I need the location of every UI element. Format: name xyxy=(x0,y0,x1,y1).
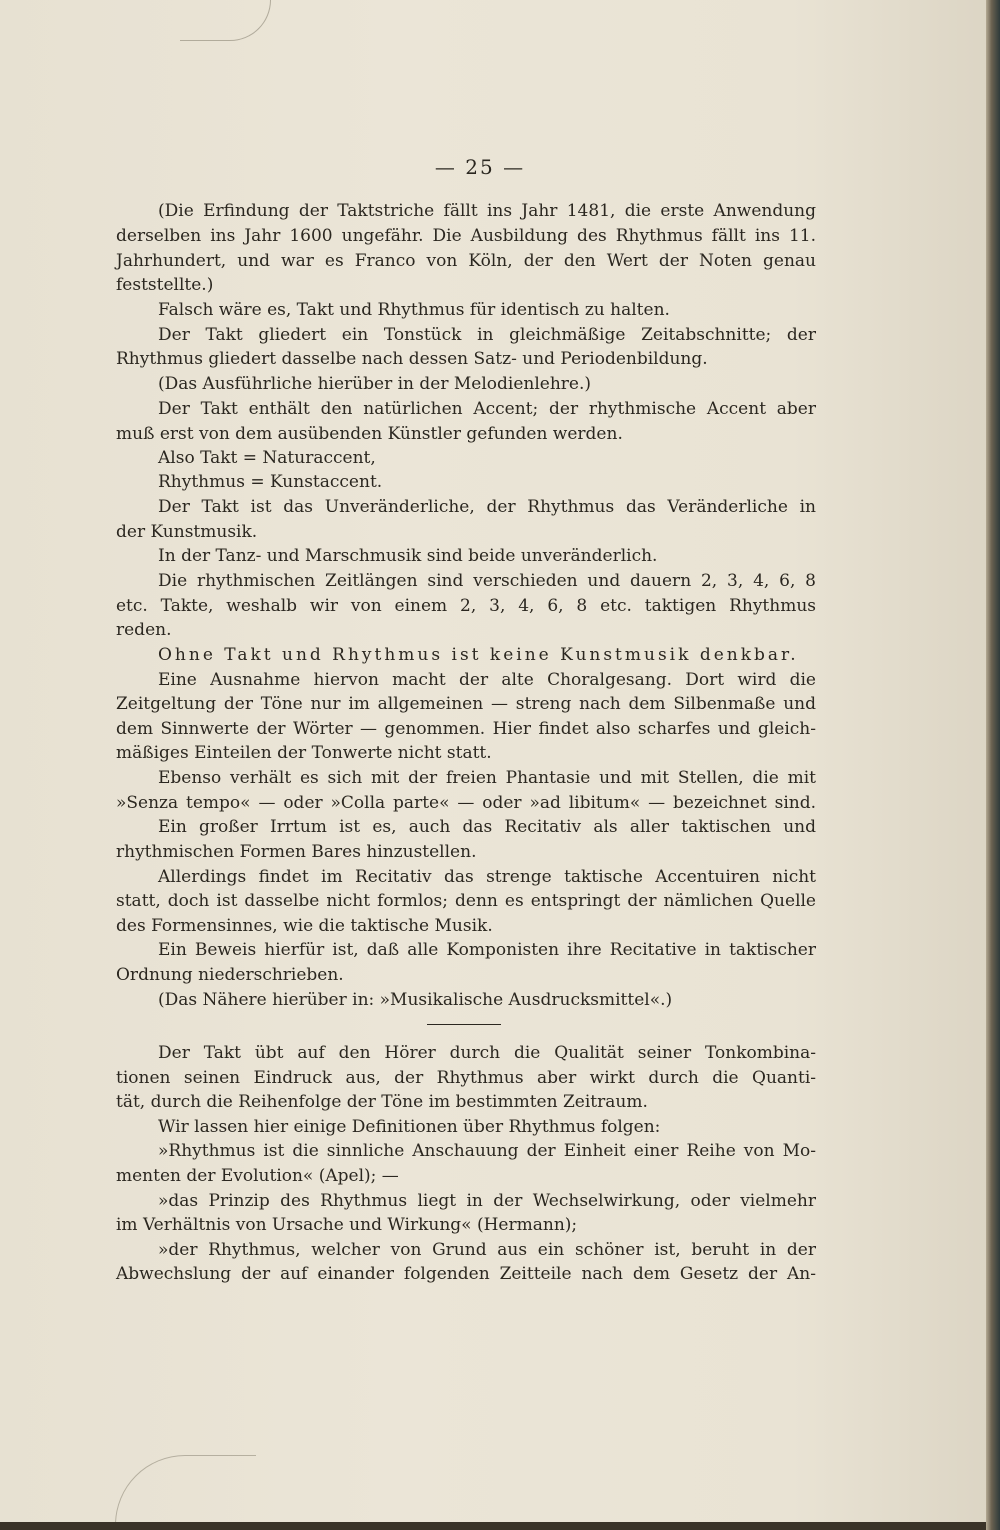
text-line: Ebenso verhält es sich mit der freien Phantasie und mit Stellen, die mit xyxy=(158,768,816,788)
text-line: Ohne Takt und Rhythmus ist keine Kunstmusik denkbar. xyxy=(158,645,799,665)
text-line: derselben ins Jahr 1600 ungefähr. Die Ausbildung des Rhythmus fällt ins 11. xyxy=(116,226,816,246)
text-line: rhythmischen Formen Bares hinzustellen. xyxy=(116,842,477,862)
text-line: (Die Erfindung der Taktstriche fällt ins Jahr 1481, die erste Anwendung xyxy=(158,201,816,221)
text-line: des Formensinnes, wie die taktische Musik. xyxy=(116,916,493,936)
text-line: feststellte.) xyxy=(116,275,214,295)
book-edge xyxy=(986,0,1000,1530)
text-line: tionen seinen Eindruck aus, der Rhythmus aber wirkt durch die Quanti- xyxy=(116,1068,816,1088)
text-line: (Das Ausführliche hierüber in der Melodienlehre.) xyxy=(158,374,591,394)
text-line: »der Rhythmus, welcher von Grund aus ein schöner ist, beruht in der xyxy=(158,1240,816,1260)
text-line: Allerdings findet im Recitativ das strenge taktische Accentuiren nicht xyxy=(158,867,816,887)
text-line: mäßiges Einteilen der Tonwerte nicht statt. xyxy=(116,743,492,763)
text-line: im Verhältnis von Ursache und Wirkung« (Hermann); xyxy=(116,1215,578,1235)
text-line: (Das Nähere hierüber in: »Musikalische Ausdrucksmittel«.) xyxy=(158,990,673,1010)
section-divider xyxy=(427,1024,501,1025)
text-line: Wir lassen hier einige Definitionen über Rhythmus folgen: xyxy=(158,1117,661,1137)
text-line: In der Tanz- und Marschmusik sind beide unveränderlich. xyxy=(158,546,658,566)
text-line: »Rhythmus ist die sinnliche Anschauung der Einheit einer Reihe von Mo- xyxy=(158,1141,816,1161)
text-line: tät, durch die Reihenfolge der Töne im bestimmten Zeitraum. xyxy=(116,1092,648,1112)
text-line: Eine Ausnahme hiervon macht der alte Choralgesang. Dort wird die xyxy=(158,670,816,690)
text-line: »Senza tempo« — oder »Colla parte« — oder »ad libitum« — bezeichnet sind. xyxy=(116,793,816,813)
text-line: Der Takt gliedert ein Tonstück in gleichmäßige Zeitabschnitte; der xyxy=(158,325,816,345)
text-line: reden. xyxy=(116,620,172,640)
text-line: Der Takt übt auf den Hörer durch die Qualität seiner Tonkombina- xyxy=(158,1043,816,1063)
text-line: muß erst von dem ausübenden Künstler gefunden werden. xyxy=(116,424,623,444)
text-line: Falsch wäre es, Takt und Rhythmus für identisch zu halten. xyxy=(158,300,670,320)
text-line: Ein großer Irrtum ist es, auch das Recitativ als aller taktischen und xyxy=(158,817,816,837)
text-line: Rhythmus = Kunstaccent. xyxy=(158,472,383,492)
text-line: der Kunstmusik. xyxy=(116,522,258,542)
text-line: statt, doch ist dasselbe nicht formlos; denn es entspringt der nämlichen Quelle xyxy=(116,891,816,911)
text-line: Zeitgeltung der Töne nur im allgemeinen — streng nach dem Silbenmaße und xyxy=(116,694,816,714)
text-line: Der Takt ist das Unveränderliche, der Rhythmus das Veränderliche in xyxy=(158,497,816,517)
text-line: Der Takt enthält den natürlichen Accent; der rhythmische Accent aber xyxy=(158,399,816,419)
text-line: Ordnung niederschrieben. xyxy=(116,965,344,985)
text-line: Jahrhundert, und war es Franco von Köln, der den Wert der Noten genau xyxy=(116,251,816,271)
text-line: Rhythmus gliedert dasselbe nach dessen Satz- und Periodenbildung. xyxy=(116,349,708,369)
page-crease-top xyxy=(180,0,271,41)
text-line: Die rhythmischen Zeitlängen sind verschieden und dauern 2, 3, 4, 6, 8 xyxy=(158,571,816,591)
text-line: etc. Takte, weshalb wir von einem 2, 3, 4, 6, 8 etc. taktigen Rhythmus xyxy=(116,596,816,616)
text-line: Ein Beweis hierfür ist, daß alle Komponisten ihre Recitative in taktischer xyxy=(158,940,816,960)
text-line: dem Sinnwerte der Wörter — genommen. Hier findet also scharfes und gleich- xyxy=(116,719,816,739)
text-line: »das Prinzip des Rhythmus liegt in der Wechselwirkung, oder vielmehr xyxy=(158,1191,816,1211)
text-line: Also Takt = Naturaccent, xyxy=(158,448,376,468)
text-line: menten der Evolution« (Apel); — xyxy=(116,1166,399,1186)
page-number: — 25 — xyxy=(434,155,526,179)
page-crease-bottom xyxy=(115,1455,256,1522)
text-line: Abwechslung der auf einander folgenden Zeitteile nach dem Gesetz der An- xyxy=(116,1264,816,1284)
